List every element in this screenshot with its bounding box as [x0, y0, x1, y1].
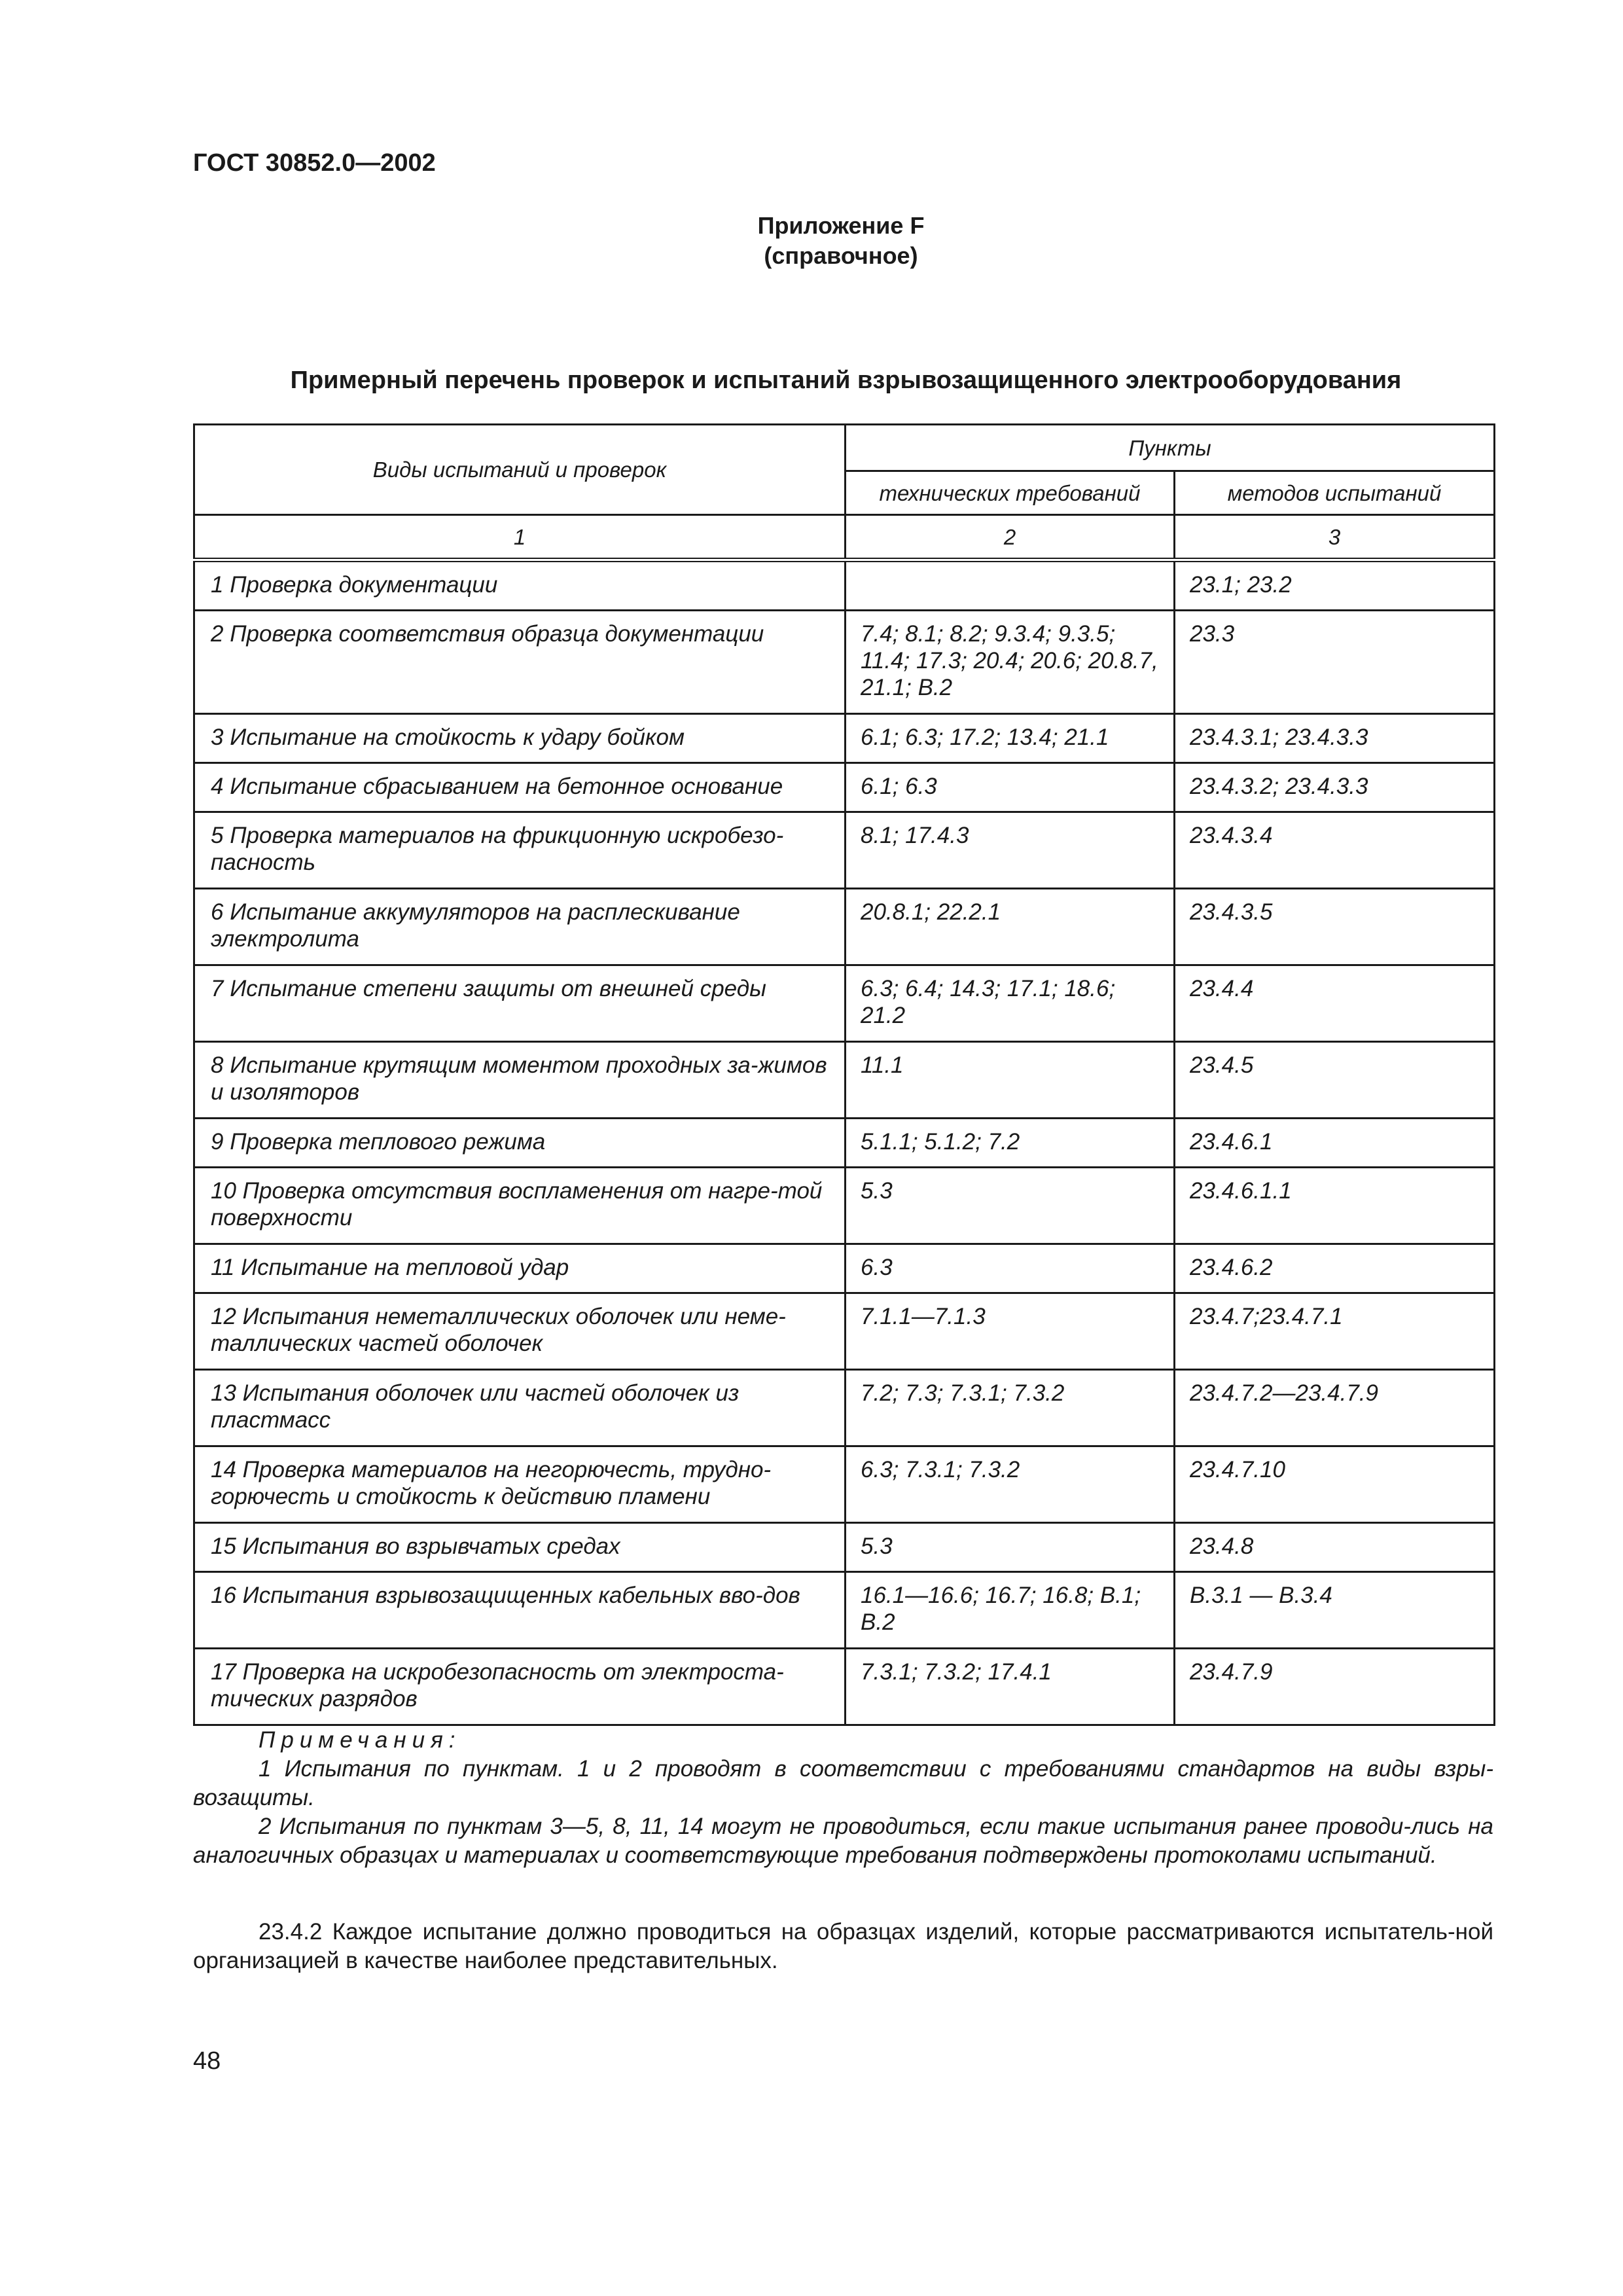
- methods-cell: 23.4.3.2; 23.4.3.3: [1175, 763, 1495, 812]
- table-row: [194, 1370, 1495, 1446]
- appendix-type: (справочное): [764, 242, 918, 269]
- requirements-cell: 8.1; 17.4.3: [846, 812, 1175, 889]
- requirements-cell: 7.3.1; 7.3.2; 17.4.1: [846, 1649, 1175, 1725]
- requirements-cell: 16.1—16.6; 16.7; 16.8; В.1; В.2: [846, 1572, 1175, 1649]
- methods-cell: 23.4.7;23.4.7.1: [1175, 1293, 1495, 1370]
- requirements-cell: 11.1: [846, 1042, 1175, 1119]
- requirements-cell: 6.3; 7.3.1; 7.3.2: [846, 1446, 1175, 1523]
- table-row: [194, 611, 1495, 714]
- requirements-cell: 5.3: [846, 1523, 1175, 1572]
- test-name-cell: 15 Испытания во взрывчатых средах: [194, 1523, 846, 1572]
- test-name-cell: 1 Проверка документации: [194, 560, 846, 611]
- requirements-cell: 6.1; 6.3: [846, 763, 1175, 812]
- test-name-cell: 9 Проверка теплового режима: [194, 1119, 846, 1168]
- methods-cell: 23.4.7.2—23.4.7.9: [1175, 1370, 1495, 1446]
- page-number: 48: [193, 2047, 221, 2075]
- test-name-cell: 7 Испытание степени защиты от внешней среды: [194, 965, 846, 1042]
- requirements-cell: 6.3: [846, 1244, 1175, 1293]
- table-row: [194, 1572, 1495, 1649]
- requirements-cell: 7.1.1—7.1.3: [846, 1293, 1175, 1370]
- note-item: 2 Испытания по пунктам 3—5, 8, 11, 14 могут не проводиться, если такие испытания ранее проводи-лись на аналогичных образцах и материалах и соответствующие требования подтверждены протоколами испытаний.: [193, 1814, 1493, 1868]
- notes-block: [193, 1726, 1493, 1870]
- note-item: 1 Испытания по пунктам. 1 и 2 проводят в соответствии с требованиями стандартов на виды взры-возащиты.: [193, 1756, 1493, 1810]
- methods-cell: 23.4.3.4: [1175, 812, 1495, 889]
- appendix-label: Приложение F: [757, 212, 925, 239]
- requirements-cell: 5.1.1; 5.1.2; 7.2: [846, 1119, 1175, 1168]
- column-header-group: Пункты: [846, 425, 1495, 471]
- methods-cell: 23.4.3.1; 23.4.3.3: [1175, 714, 1495, 763]
- test-name-cell: 2 Проверка соответствия образца документации: [194, 611, 846, 714]
- table-row: [194, 714, 1495, 763]
- table-row: [194, 812, 1495, 889]
- requirements-cell: 7.2; 7.3; 7.3.1; 7.3.2: [846, 1370, 1175, 1446]
- methods-cell: 23.4.4: [1175, 965, 1495, 1042]
- methods-cell: 23.3: [1175, 611, 1495, 714]
- body-paragraph: 23.4.2 Каждое испытание должно проводиться на образцах изделий, которые рассматриваются испытатель-ной организацией в качестве наиболее представительных.: [193, 1919, 1493, 1973]
- table-row: [194, 1446, 1495, 1523]
- requirements-cell: 6.3; 6.4; 14.3; 17.1; 18.6; 21.2: [846, 965, 1175, 1042]
- methods-cell: 23.4.6.2: [1175, 1244, 1495, 1293]
- notes-heading: Примечания:: [259, 1727, 461, 1753]
- column-number: 3: [1175, 515, 1495, 560]
- test-name-cell: 6 Испытание аккумуляторов на расплескивание электролита: [194, 889, 846, 965]
- table-row: [194, 1523, 1495, 1572]
- table-row: [194, 763, 1495, 812]
- column-header-methods: методов испытаний: [1175, 471, 1495, 515]
- methods-cell: 23.4.7.10: [1175, 1446, 1495, 1523]
- requirements-cell: 6.1; 6.3; 17.2; 13.4; 21.1: [846, 714, 1175, 763]
- table-row: [194, 965, 1495, 1042]
- column-header-tests: Виды испытаний и проверок: [194, 425, 846, 515]
- methods-cell: 23.1; 23.2: [1175, 560, 1495, 611]
- test-name-cell: 3 Испытание на стойкость к удару бойком: [194, 714, 846, 763]
- requirements-cell: [846, 560, 1175, 611]
- methods-cell: 23.4.8: [1175, 1523, 1495, 1572]
- requirements-cell: 20.8.1; 22.2.1: [846, 889, 1175, 965]
- table-row: [194, 1168, 1495, 1244]
- standard-code: ГОСТ 30852.0—2002: [193, 149, 436, 177]
- test-name-cell: 5 Проверка материалов на фрикционную искробезо-пасность: [194, 812, 846, 889]
- requirements-cell: 5.3: [846, 1168, 1175, 1244]
- table-row: [194, 1244, 1495, 1293]
- document-title: Примерный перечень проверок и испытаний взрывозащищенного электрооборудования: [290, 367, 1402, 394]
- test-name-cell: 17 Проверка на искробезопасность от электроста-тических разрядов: [194, 1649, 846, 1725]
- test-name-cell: 13 Испытания оболочек или частей оболочек из пластмасс: [194, 1370, 846, 1446]
- column-header-requirements: технических требований: [846, 471, 1175, 515]
- test-name-cell: 8 Испытание крутящим моментом проходных за-жимов и изоляторов: [194, 1042, 846, 1119]
- methods-cell: В.3.1 — В.3.4: [1175, 1572, 1495, 1649]
- methods-cell: 23.4.7.9: [1175, 1649, 1495, 1725]
- column-number: 2: [846, 515, 1175, 560]
- table-row: [194, 1119, 1495, 1168]
- table-row: [194, 889, 1495, 965]
- test-name-cell: 11 Испытание на тепловой удар: [194, 1244, 846, 1293]
- tests-table: [193, 423, 1495, 1726]
- requirements-cell: 7.4; 8.1; 8.2; 9.3.4; 9.3.5; 11.4; 17.3; 20.4; 20.6; 20.8.7, 21.1; В.2: [846, 611, 1175, 714]
- table-row: [194, 560, 1495, 611]
- test-name-cell: 14 Проверка материалов на негорючесть, трудно-горючесть и стойкость к действию пламени: [194, 1446, 846, 1523]
- methods-cell: 23.4.5: [1175, 1042, 1495, 1119]
- table-row: [194, 1042, 1495, 1119]
- methods-cell: 23.4.3.5: [1175, 889, 1495, 965]
- table-row: [194, 1293, 1495, 1370]
- methods-cell: 23.4.6.1.1: [1175, 1168, 1495, 1244]
- test-name-cell: 12 Испытания неметаллических оболочек или неме-таллических частей оболочек: [194, 1293, 846, 1370]
- test-name-cell: 4 Испытание сбрасыванием на бетонное основание: [194, 763, 846, 812]
- column-number: 1: [194, 515, 846, 560]
- table-row: [194, 1649, 1495, 1725]
- appendix-heading: [0, 211, 1623, 271]
- test-name-cell: 10 Проверка отсутствия воспламенения от нагре-той поверхности: [194, 1168, 846, 1244]
- methods-cell: 23.4.6.1: [1175, 1119, 1495, 1168]
- test-name-cell: 16 Испытания взрывозащищенных кабельных вво-дов: [194, 1572, 846, 1649]
